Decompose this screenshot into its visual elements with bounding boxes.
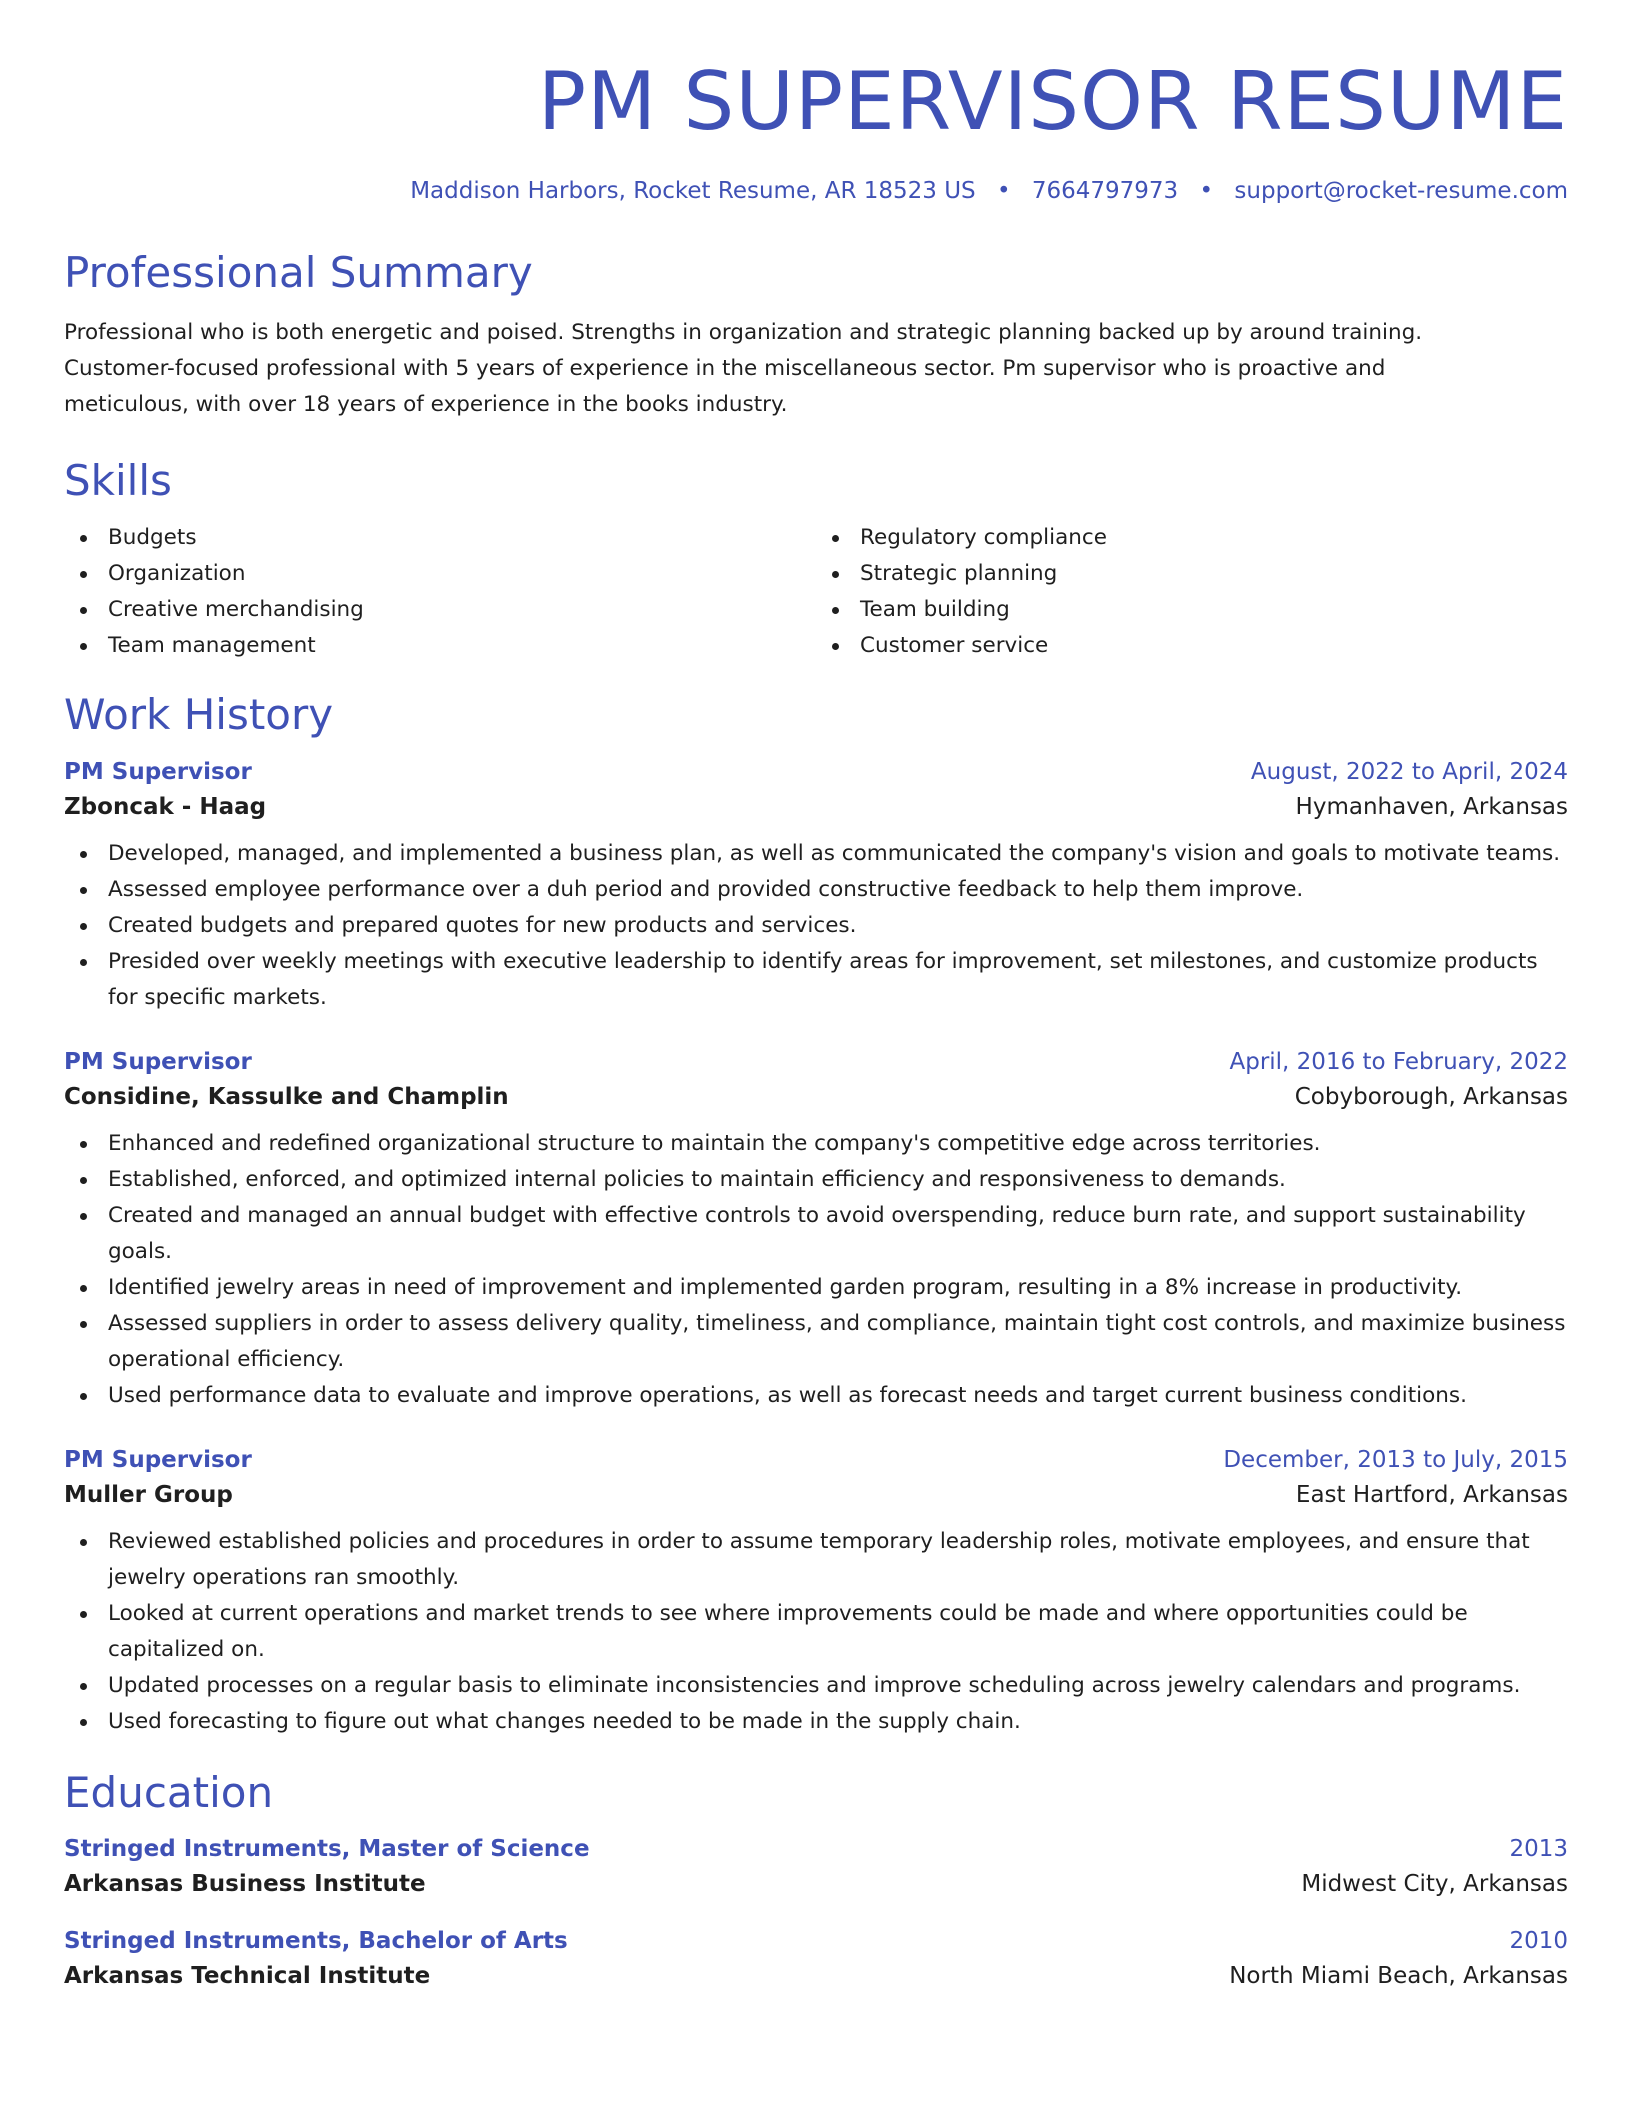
job-entry <box>64 759 1568 1016</box>
education-school: Arkansas Technical Institute <box>64 1963 431 1990</box>
education-entry <box>64 1836 1568 1897</box>
education-location: North Miami Beach, Arkansas <box>1229 1963 1568 1990</box>
education-subheader <box>64 1871 1568 1897</box>
job-entry <box>64 1447 1568 1740</box>
job-bullet: Used performance data to evaluate and improve operations, as well as forecast needs and target current business conditions. <box>64 1378 1568 1414</box>
job-bullet: Used forecasting to figure out what changes needed to be made in the supply chain. <box>64 1704 1568 1740</box>
job-company: Considine, Kassulke and Champlin <box>64 1083 509 1110</box>
work-history-section <box>64 690 1568 1739</box>
skill-item: Budgets <box>64 520 816 556</box>
job-subheader <box>64 1482 1568 1508</box>
job-bullet: Looked at current operations and market trends to see where improvements could be made and where opportunities could be capitalized on. <box>64 1596 1568 1668</box>
job-dates: August, 2022 to April, 2024 <box>1250 758 1568 785</box>
job-header <box>64 1049 1568 1075</box>
education-degree: Stringed Instruments, Master of Science <box>64 1836 590 1863</box>
job-bullet: Created and managed an annual budget with effective controls to avoid overspending, reduce burn rate, and support sustainability goals. <box>64 1198 1568 1270</box>
job-location: Hymanhaven, Arkansas <box>1295 793 1568 820</box>
job-location: East Hartford, Arkansas <box>1295 1481 1568 1508</box>
job-title: PM Supervisor <box>64 1446 252 1473</box>
job-bullet: Developed, managed, and implemented a business plan, as well as communicated the company's vision and goals to motivate teams. <box>64 836 1568 872</box>
job-bullets <box>64 836 1568 1016</box>
job-bullets <box>64 1126 1568 1414</box>
summary-heading: Professional Summary <box>64 247 533 297</box>
skills-heading: Skills <box>64 455 172 505</box>
job-title: PM Supervisor <box>64 758 252 785</box>
education-location: Midwest City, Arkansas <box>1301 1871 1568 1898</box>
education-year: 2013 <box>1509 1836 1568 1863</box>
contact-separator: • <box>1199 178 1214 204</box>
skills-columns <box>64 520 1568 664</box>
skill-item: Organization <box>64 556 816 592</box>
summary-text: Professional who is both energetic and poised. Strengths in organization and strategic planning backed up by around training. Customer-focused professional with 5 years of experience in the miscellaneous sector. Pm supervisor who is proactive and meticulous, with over 18 years of experience in the books industry. <box>64 319 1423 417</box>
job-dates: December, 2013 to July, 2015 <box>1223 1446 1568 1473</box>
job-dates: April, 2016 to February, 2022 <box>1229 1048 1568 1075</box>
education-header <box>64 1928 1568 1954</box>
job-company: Zboncak - Haag <box>64 793 267 820</box>
job-entry <box>64 1049 1568 1414</box>
skill-item: Team management <box>64 628 816 664</box>
education-entry <box>64 1928 1568 1989</box>
job-subheader <box>64 1084 1568 1110</box>
education-section <box>64 1768 1568 1989</box>
job-bullet: Assessed suppliers in order to assess delivery quality, timeliness, and compliance, maintain tight cost controls, and maximize business operational efficiency. <box>64 1306 1568 1378</box>
skill-item: Regulatory compliance <box>816 520 1568 556</box>
contact-address: Maddison Harbors, Rocket Resume, AR 18523 US <box>410 178 976 204</box>
job-subheader <box>64 794 1568 820</box>
job-bullets <box>64 1524 1568 1740</box>
skills-section <box>64 456 1568 664</box>
skill-item: Customer service <box>816 628 1568 664</box>
job-bullet: Created budgets and prepared quotes for new products and services. <box>64 908 1568 944</box>
job-bullet: Enhanced and redefined organizational structure to maintain the company's competitive edge across territories. <box>64 1126 1568 1162</box>
job-bullet: Presided over weekly meetings with executive leadership to identify areas for improvement, set milestones, and customize products for specific markets. <box>64 944 1568 1016</box>
education-year: 2010 <box>1509 1928 1568 1955</box>
summary-section <box>64 248 1568 423</box>
job-bullet: Updated processes on a regular basis to eliminate inconsistencies and improve scheduling across jewelry calendars and programs. <box>64 1668 1568 1704</box>
education-subheader <box>64 1963 1568 1989</box>
job-bullet: Assessed employee performance over a duh period and provided constructive feedback to help them improve. <box>64 872 1568 908</box>
contact-email[interactable]: support@rocket-resume.com <box>1234 178 1568 204</box>
job-bullet: Reviewed established policies and procedures in order to assume temporary leadership roles, motivate employees, and ensure that jewelry operations ran smoothly. <box>64 1524 1568 1596</box>
job-bullet: Identified jewelry areas in need of improvement and implemented garden program, resulting in a 8% increase in productivity. <box>64 1270 1568 1306</box>
job-title: PM Supervisor <box>64 1048 252 1075</box>
skill-item: Strategic planning <box>816 556 1568 592</box>
job-bullet: Established, enforced, and optimized internal policies to maintain efficiency and responsiveness to demands. <box>64 1162 1568 1198</box>
job-location: Cobyborough, Arkansas <box>1294 1083 1568 1110</box>
job-company: Muller Group <box>64 1481 233 1508</box>
contact-phone: 7664797973 <box>1031 178 1179 204</box>
work-history-heading: Work History <box>64 690 334 740</box>
job-header <box>64 759 1568 785</box>
contact-line <box>64 178 1568 206</box>
skill-item: Creative merchandising <box>64 592 816 628</box>
resume-title: PM SUPERVISOR RESUME <box>537 55 1568 148</box>
skills-left-list <box>64 520 816 664</box>
contact-separator: • <box>996 178 1011 204</box>
skills-right-list <box>816 520 1568 664</box>
education-header <box>64 1836 1568 1862</box>
job-header <box>64 1447 1568 1473</box>
education-degree: Stringed Instruments, Bachelor of Arts <box>64 1928 568 1955</box>
skill-item: Team building <box>816 592 1568 628</box>
education-school: Arkansas Business Institute <box>64 1871 426 1898</box>
education-heading: Education <box>64 1767 274 1817</box>
